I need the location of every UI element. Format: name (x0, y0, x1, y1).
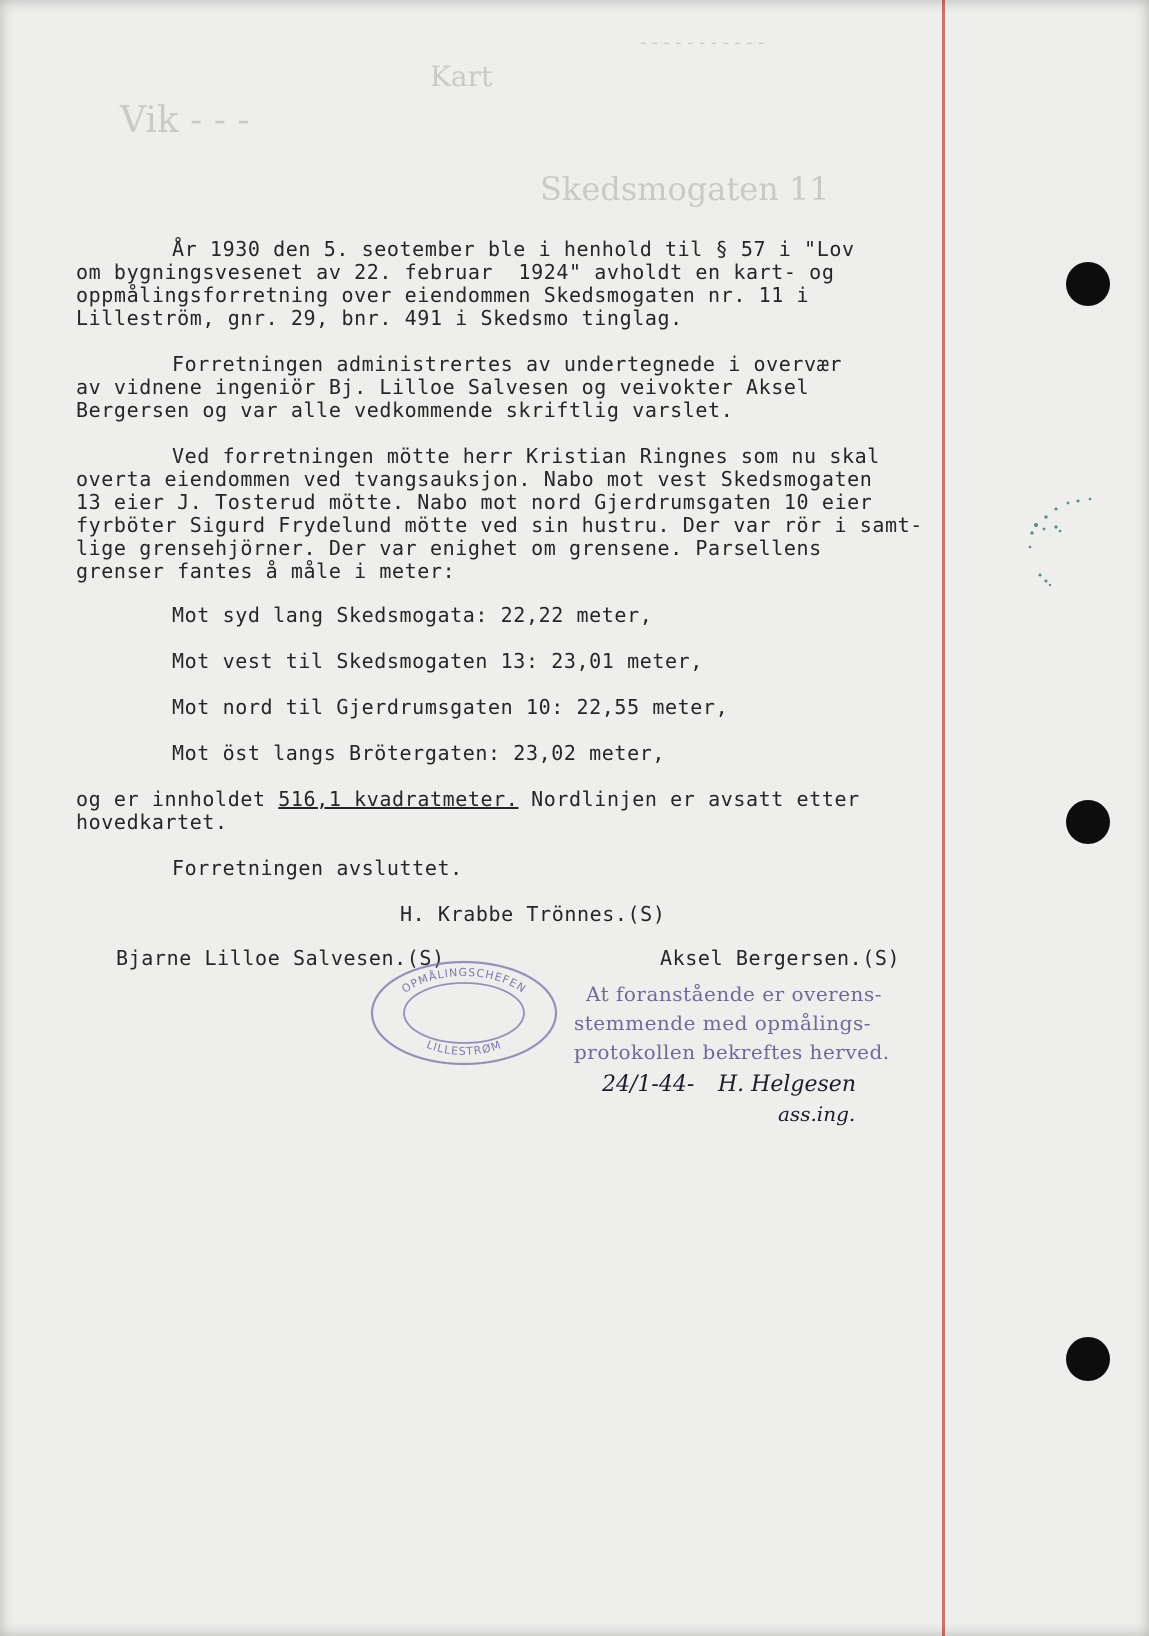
bleed-through-text: Skedsmogaten 11 (540, 170, 830, 208)
paragraph-line: av vidnene ingeniör Bj. Lilloe Salvesen og veivokter Aksel (76, 375, 810, 399)
paragraph-line: Bergersen og var alle vedkommende skriftlig varslet. (76, 398, 734, 422)
area-line (76, 787, 860, 811)
bleed-through-text: - - - - - - - - - - - (640, 32, 765, 53)
stamp-top-text: OPMÅLINGSCHEFEN (399, 965, 529, 996)
area-prefix: og er innholdet (76, 787, 279, 811)
handwritten-title: ass.ing. (778, 1102, 856, 1126)
closing-line: Forretningen avsluttet. (172, 856, 463, 880)
punch-hole (1066, 262, 1110, 306)
paragraph-line: fyrböter Sigurd Frydelund mötte ved sin hustru. Der var rör i samt- (76, 513, 923, 537)
certification-line: stemmende med opmålings- (574, 1011, 871, 1035)
handwritten-name: H. Helgesen (718, 1072, 856, 1097)
bleed-through-text: Kart (430, 60, 493, 93)
area-suffix: Nordlinjen er avsatt etter (518, 787, 860, 811)
signature-right: Aksel Bergersen.(S) (660, 946, 901, 970)
certification-line: protokollen bekreftes herved. (574, 1040, 890, 1064)
measurement-west: Mot vest til Skedsmogaten 13: 23,01 meter, (172, 649, 703, 673)
signature-main: H. Krabbe Trönnes.(S) (400, 902, 666, 926)
margin-line (942, 0, 945, 1636)
punch-hole (1066, 1337, 1110, 1381)
handwritten-date: 24/1-44- (602, 1072, 695, 1097)
paragraph-line: År 1930 den 5. seotember ble i henhold til § 57 i "Lov (172, 237, 855, 261)
measurement-north: Mot nord til Gjerdrumsgaten 10: 22,55 meter, (172, 695, 729, 719)
official-stamp (368, 958, 560, 1068)
punch-hole (1066, 800, 1110, 844)
stamp-bottom-text: LILLESTRØM (424, 1038, 504, 1058)
paragraph-line: hovedkartet. (76, 810, 228, 834)
paragraph-line: Lilleström, gnr. 29, bnr. 491 i Skedsmo tinglag. (76, 306, 683, 330)
paragraph-line: om bygningsvesenet av 22. februar 1924" avholdt en kart- og (76, 260, 835, 284)
paragraph-line: grenser fantes å måle i meter: (76, 559, 456, 583)
area-value: 516,1 kvadratmeter. (278, 787, 519, 811)
paragraph-line: 13 eier J. Tosterud mötte. Nabo mot nord Gjerdrumsgaten 10 eier (76, 490, 873, 514)
measurement-south: Mot syd lang Skedsmogata: 22,22 meter, (172, 603, 653, 627)
bleed-through-text: Vik - - - (120, 100, 250, 141)
signature-left: Bjarne Lilloe Salvesen.(S) (116, 946, 445, 970)
certification-line: At foranstående er overens- (586, 982, 882, 1006)
paragraph-line: oppmålingsforretning over eiendommen Skedsmogaten nr. 11 i (76, 283, 810, 307)
svg-text:LILLESTRØM (425, 1038, 504, 1058)
svg-text:OPMÅLINGSCHEFEN (399, 966, 528, 996)
measurement-east: Mot öst langs Brötergaten: 23,02 meter, (172, 741, 665, 765)
ink-specks (1016, 495, 1126, 605)
paragraph-line: lige grensehjörner. Der var enighet om grensene. Parsellens (76, 536, 822, 560)
paragraph-line: Ved forretningen mötte herr Kristian Ringnes som nu skal (172, 444, 880, 468)
paragraph-line: Forretningen administrertes av undertegnede i overvær (172, 352, 842, 376)
paragraph-line: overta eiendommen ved tvangsauksjon. Nabo mot vest Skedsmogaten (76, 467, 873, 491)
